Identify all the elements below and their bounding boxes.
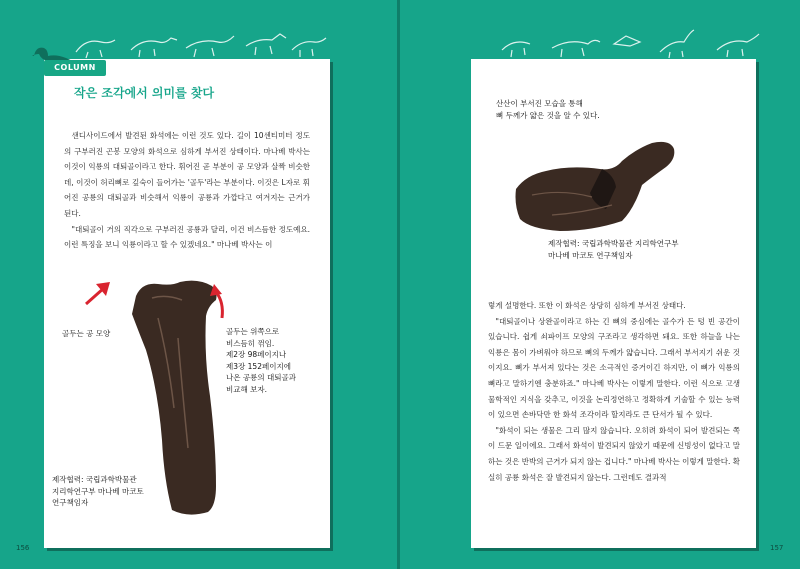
column-badge: COLUMN <box>44 60 106 76</box>
credit-line: 마나베 마코토 연구책임자 <box>548 250 633 260</box>
caption-line: 산산이 부서진 모습을 통해 <box>496 99 583 108</box>
book-spine <box>397 0 400 569</box>
label-line: 골두는 위쪽으로 <box>226 327 280 336</box>
paragraph: "화석이 되는 생물은 그리 많지 않습니다. 오히려 화석이 되어 발견되는 쪽이 드문 일이에요. 그래서 화석이 발견되지 않았기 때문에 신빙성이 없다고 말하는 것은 반박의 근거가 되지 않는 겁니다." 마나베 박사는 이렇게 말한다. 확실히 공룡 화석은 잘 발견되지 않는다. 그런데도 결과적 <box>488 425 740 482</box>
left-credit <box>52 474 144 509</box>
label-line: 제3장 152페이지에 <box>226 361 291 371</box>
credit-line: 연구책임자 <box>52 498 89 507</box>
label-line: 제2장 98페이지나 <box>226 350 287 359</box>
label-femoral-head: 골두는 공 모양 <box>62 329 111 338</box>
paragraph: "대퇴골이나 상완골이라고 하는 긴 뼈의 중심에는 골수가 든 텅 빈 공간이 있습니다. 쉽게 쇠파이프 모양의 구조라고 생각하면 돼요. 또한 하늘을 나는 익룡은 몸이 가벼워야 하므로 뼈의 두께가 얇습니다. 그래서 부서지기 쉬운 것이지요. 뼈가 부서져 있다는 것은 소극적인 증거이긴 하지만, 이 뼈가 익룡의 뼈라고 말하기엔 충분하죠." 마나베 박사는 이렇게 말한다. 이런 식으로 고생물학적인 지식을 갖추고, 이것을 논리정연하고 정확하게 기술할 수 있는 능력이 있으면 손바닥만 한 화석 조각이라 할지라도 큰 단서가 될 수 있다. <box>488 316 740 420</box>
paragraph: 렇게 설명한다. 또한 이 화석은 상당히 심하게 부서진 상태다. <box>488 301 686 310</box>
credit-line: 제작협력: 국립과학박물관 <box>52 475 137 484</box>
label-line: 비교해 보자. <box>226 384 267 394</box>
right-body-text <box>488 298 740 485</box>
credit-line: 제작협력: 국립과학박물관 지리학연구부 <box>548 239 679 248</box>
arrow-icon <box>82 278 116 308</box>
credit-line: 지리학연구부 마나베 마코토 <box>52 486 144 496</box>
arrow-icon <box>208 282 232 322</box>
fragment-fossil-image <box>512 135 677 233</box>
left-body-text <box>64 128 310 253</box>
dinosaur-strip-right <box>492 22 772 62</box>
right-credit <box>548 238 678 261</box>
label-line: 비스듬히 꺾임. <box>226 338 275 348</box>
label-line: 나온 공룡의 대퇴골과 <box>226 373 296 382</box>
caption-line: 뼈 두께가 얇은 것을 알 수 있다. <box>496 110 600 120</box>
page-number-right: 157 <box>770 544 784 552</box>
paragraph: 샌디사이드에서 발견된 화석에는 이런 것도 있다. 길이 10센티미터 정도의 구부러진 곤봉 모양의 화석으로 심하게 부서진 상태이다. 마나베 박사는 이것이 익룡의 대퇴골이라고 한다. 휘어진 곧 부분이 공 모양과 살짝 비슷한데, 이것이 허리뼈로 깊숙이 들어가는 '골두'라는 부분이다. 이것은 L자로 휘어진 공룡의 대퇴골과 비슷해서 익룡이 공룡과 가깝다고 여겨지는 근거가 된다. <box>64 131 310 218</box>
page-title: 작은 조각에서 의미를 찾다 <box>74 86 215 100</box>
right-top-caption <box>496 98 600 121</box>
page-number-left: 156 <box>16 544 30 552</box>
paragraph: "대퇴골이 거의 직각으로 구부러진 공룡과 달리, 이건 비스듬한 정도예요. 이런 특징을 보니 익룡이라고 할 수 있겠네요." 마나베 박사는 이 <box>64 224 310 250</box>
label-angle-note <box>226 326 296 395</box>
